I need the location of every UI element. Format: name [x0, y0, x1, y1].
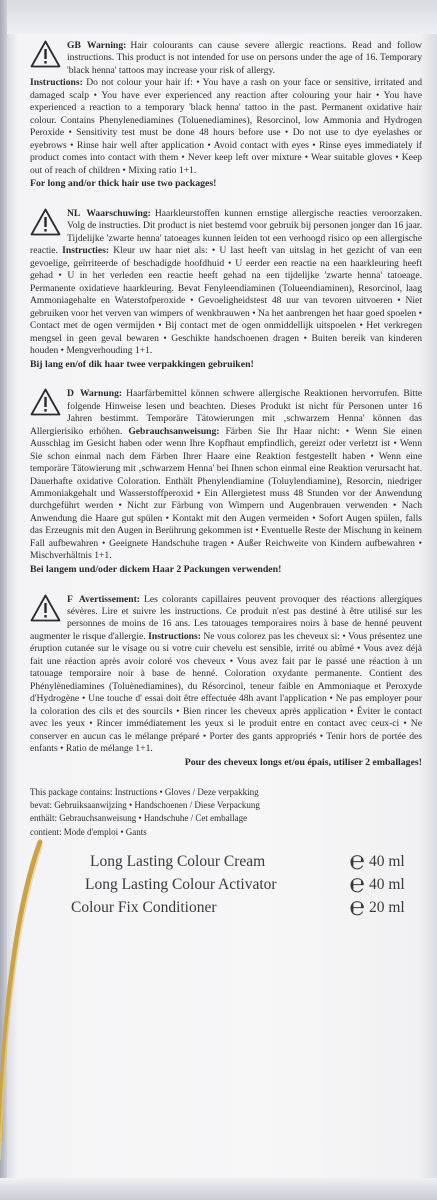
warning-label: Warning: [86, 40, 127, 51]
closing-note: For long and/or thick hair use two packages! [30, 178, 217, 190]
product-list [30, 846, 422, 923]
package-contents-line: enthält: Gebrauchsanweisung • Handschuhe / Cet emballage [30, 813, 248, 824]
product-volume: 40 ml [369, 852, 405, 870]
product-name: Long Lasting Colour Activator [85, 875, 277, 893]
warning-triangle-icon [30, 594, 61, 622]
instructions-label: Gebrauchsanweisung: [128, 425, 220, 437]
estimated-sign-icon: ℮ [349, 869, 365, 900]
section-de [30, 388, 422, 576]
instructions-label: Instructions: [148, 630, 201, 642]
instructions-text: Färben Sie Ihr Haar nicht: • Wenn Sie einen Ausschlag im Gesicht haben oder wenn Ihre Kopfhaut empfindlich, gereizt oder verletzt ist • Wenn Sie schon einmal nach dem Färben Ihrer Haare eine Reaktion festgestellt haben • Wenn eine temporäre Tätowierung mit ‚schwarzem Henna' bei Ihnen schon einmal eine Reaktion verursacht hat. Dauerhafte oxidative Coloration. Enthält Phenylendiamine (Toluylendiamine), Resorcin, niedriger Ammoniakgehalt und Wasserstoffperoxid • Ein Allergietest muss 48 Stunden vor der Anwendung durchgeführt werden • Nicht zur Färbung von Wimpern und Augenbrauen verwenden • Nach Anwendung die Haare gut spülen • Kontakt mit den Augen vermeiden • Sofort Augen spülen, falls das Erzeugnis mit den Augen in Berührung gekommen ist • Eventuelle Reste der Mischung in keinem Fall aufbewahren • Geeignete Handschuhe tragen • Außer Reichweite von Kindern aufbewahren • Mischverhältnis 1+1. [30, 425, 422, 562]
package-contents-line: This package contains: Instructions • Gloves / Deze verpakking [30, 787, 259, 798]
package-contents [30, 786, 422, 837]
instructions-label: Instructions: [30, 77, 83, 89]
instructions-text-block [30, 40, 422, 923]
closing-note: Bij lang en/of dik haar twee verpakkingen gebruiken! [30, 358, 254, 370]
bottom-edge [0, 1178, 437, 1200]
instructions-text: Kleur uw haar niet als: • U last heeft van uitslag in het gezicht of van een gevoelige, geïrriteerde of beschadigde hoofdhuid • U eerder een reactie na een haarkleuring heeft gehad • U in het verleden een reactie heeft gehad na een tijdelijke 'zwarte henna' tatoeage. Permanente oxidatieve haarkleuring. Bevat Fenyleendiaminen (Tolueendiaminen), Resorcinol, laag Ammoniagehalte en Waterstofperoxide • Gevoeligheidstest 48 uur van tevoren uitvoeren • Niet gebruiken voor het verven van wimpers of wenkbrauwen • Na het aanbrengen het haar goed spoelen • Contact met de ogen vermijden • Bij contact met de ogen onmiddellijk uitspoelen • Het verkregen mengsel in geen geval bewaren • Geschikte handschoenen dragen • Buiten bereik van kinderen houden • Mengverhouding 1+1. [30, 245, 422, 357]
warning-text: Les colorants capillaires peuvent provoquer des réactions allergiques sévères. Lire et suivre les instructions. Ce produit n'est pas destiné à être utilisé sur les personnes de moins de 16 ans. Les tatouages temporaires noirs à base de henné peuvent augmenter le risque d'allergie. [30, 593, 422, 642]
package-contents-line: contient: Mode d'emploi • Gants [30, 826, 147, 837]
instructions-text: Ne vous colorez pas les cheveux si: • Vous présentez une éruption cutanée sur le visage ou si votre cuir chevelu est sensible, irrité ou abîmé • Vous avez déjà fait une réaction après avoir coloré vos cheveux • Vous avez fait par le passé une réaction à un tatouage temporaire noir à base de henné. Coloration oxydante permanente. Contient des Phénylènediamines (Toluènediamines), du Résorcinol, teneur faible en Ammoniaque et Peroxyde d'Hydrogène • Une touche d' essai doit être effectuée 48h avant l'application • Ne pas employer pour la coloration des cils et des sourcils • Bien rincer les cheveux après application • Éviter le contact avec les yeux • Rincer immédiatement les yeux si le produit entre en contact avec ceux-ci • Ne conserver en aucun cas le mélange préparé • Porter des gants appropriés • Tenir hors de portée des enfants • Ratio de mélange 1+1. [30, 630, 422, 755]
section-fr [30, 594, 422, 770]
language-code: F [67, 593, 73, 605]
section-gb [30, 40, 422, 191]
section-nl [30, 208, 422, 371]
warning-text: Haarkleurstoffen kunnen ernstige allergische reacties veroorzaken. Volg de instructies. Dit product is niet bestemd voor gebruik bij personen jonger dan 16 jaar. Tijdelijke 'zwarte henna' tatoeages kunnen leiden tot een verhoogd risico op een allergische reactie. [30, 207, 422, 257]
warning-triangle-icon [30, 208, 61, 236]
product-row [30, 892, 422, 923]
instructions-label: Instructies: [62, 245, 110, 257]
instructions-text: Do not colour your hair if: • You have a rash on your face or sensitive, irritated and damaged scalp • You have ever experienced any reaction after colouring your hair • You have experienced a reaction to a temporary 'black henna' tattoo in the past. Permanent oxidative hair colour. Contains Phenylenediamines (Toluenediamines), Resorcinol, low Ammonia and Hydrogen Peroxide • Sensitivity test must be done 48 hours before use • Do not use to dye eyelashes or eyebrows • Rinse hair well after application • Avoid contact with eyes • Rinse eyes immediately if product comes into contact with them • Never keep left over mixture • Wear suitable gloves • Keep out of reach of children • Mixing ratio 1+1. [30, 77, 422, 176]
left-edge [0, 0, 7, 1200]
product-volume: 40 ml [369, 875, 405, 893]
product-name: Long Lasting Colour Cream [90, 852, 266, 870]
estimated-sign-icon: ℮ [349, 846, 365, 877]
estimated-sign-icon: ℮ [349, 892, 365, 923]
product-volume: 20 ml [369, 898, 405, 916]
closing-note: Bei langem und/oder dickem Haar 2 Packungen verwenden! [30, 563, 282, 575]
warning-triangle-icon [30, 388, 61, 416]
warning-label: Warnung: [79, 388, 123, 400]
package-contents-line: bevat: Gebruiksaanwijzing • Handschoenen / Diese Verpackung [30, 800, 260, 811]
warning-text: Hair colourants can cause severe allergic reactions. Read and follow instructions. This product is not intended for use on persons under the age of 16. Temporary 'black henna' tattoos may increase your risk of allergy. [67, 40, 422, 76]
language-code: D [67, 388, 74, 400]
warning-label: Waarschuwing: [86, 207, 151, 219]
closing-note: Pour des cheveux longs et/ou épais, utiliser 2 emballages! [184, 756, 422, 768]
top-edge [0, 0, 437, 34]
warning-label: Avertissement: [78, 593, 140, 605]
product-name: Colour Fix Conditioner [71, 898, 217, 916]
language-code: NL [67, 207, 81, 219]
language-code: GB [67, 40, 81, 51]
warning-text: Haarfärbemittel können schwere allergische Reaktionen hervorrufen. Bitte folgende Hinweise lesen und beachten. Dieses Produkt ist nicht für Personen unter 16 Jahren bestimmt. Temporäre Tätowierungen mit ‚schwarzem Henna' können das Allergierisiko erhöhen. [30, 388, 422, 437]
warning-triangle-icon [30, 40, 61, 68]
